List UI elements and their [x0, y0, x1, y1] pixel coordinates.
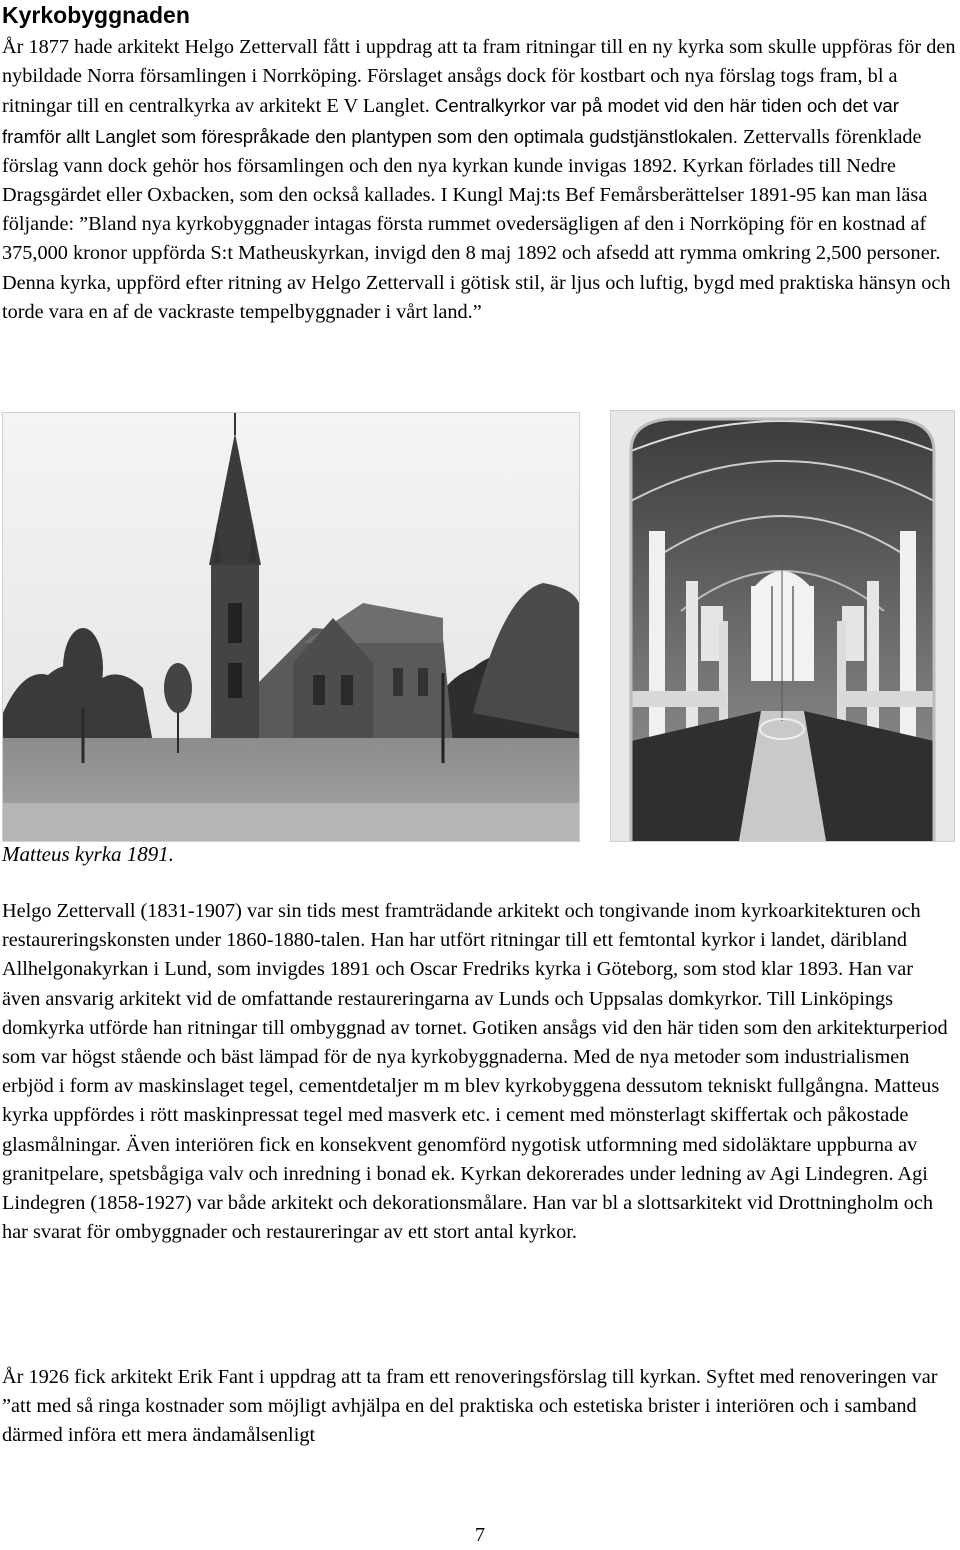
paragraph-zettervall: Helgo Zettervall (1831-1907) var sin tids mest framträdande arkitekt och tongivande inom kyrkoarkitekturen och restaureringskonsten under 1860-1880-talen. Han har utfört ritningar till ett femtontal kyrkor i landet, däribland Allhelgonakyrkan i Lund, som invigdes 1891 och Oscar Fredriks kyrka i Göteborg, som stod klar 1893. Han var även ansvarig arkitekt vid de omfattande restaureringarna av Lunds och Uppsalas domkyrkor. Till Linköpings domkyrka utförde han ritningar till ombyggnad av tornet. Gotiken ansågs vid den här tiden som den arkitekturperiod som var högst stående och bäst lämpad för de nya kyrkobyggnaderna. Med de nya metoder som industrialismen erbjöd i form av maskinslaget tegel, cementdetaljer m m blev kyrkobyggena dessutom tekniskt fullgångna. Matteus kyrka uppfördes i rött maskinpressat tegel med masverk etc. i cement med mönsterlagt skiffertak och påkostade glasmålningar. Även interiören fick en konsekvent genomförd nygotisk utformning med sidoläktare uppburna av granitpelare, spetsbågiga valv och inredning i bonad ek. Kyrkan dekorerades under ledning av Agi Lindegren. Agi Lindegren (1858-1927) var både arkitekt och dekorationsmålare. Han var bl a slottsarkitekt vid Drottningholm och har svarat för ombyggnader och restaureringar av ett stort antal kyrkor. [2, 900, 948, 1244]
section-heading: Kyrkobyggnaden [2, 2, 190, 28]
paragraph-intro-part1: År 1877 hade arkitekt Helgo Zettervall fått i uppdrag att ta fram ritningar till en ny kyrka som skulle uppföras för den nybildade Norra församlingen i Norrköping. Förslaget ansågs dock för kostbart och nya förslag togs fram, bl a ritningar till en centralkyrka av arkitekt E V Langlet. [2, 36, 956, 118]
paragraph-intro [2, 33, 956, 327]
figure-caption: Matteus kyrka 1891. [2, 842, 175, 866]
page-number: 7 [475, 1524, 485, 1546]
church-exterior-photo [2, 412, 580, 842]
paragraph-intro-part3: Zettervalls förenklade förslag vann dock gehör hos församlingen och den nya kyrkan kunde invigas 1892. Kyrkan förlades till Nedre Dragsgärdet eller Oxbacken, som den också kallades. I Kungl Maj:ts Bef Femårsberättelser 1891-95 kan man läsa följande: ”Bland nya kyrkobyggnader intagas första rummet ovedersägligen af den i Norrköping för en kostnad af 375,000 kronor uppförda S:t Matheuskyrkan, invigd den 8 maj 1892 och afsedd att rymma omkring 2,500 personer. Denna kyrka, uppförd efter ritning av Helgo Zettervall i götisk stil, är ljus och luftig, bygd med praktiska hänsyn och torde vara en af de vackraste tempelbyggnader i vårt land.” [2, 125, 951, 323]
church-interior-photo [610, 410, 955, 842]
paragraph-intro-part2: Centralkyrkor var på modet vid den här tiden och det var framför allt Langlet som förespråkade den plantypen som den optimala gudstjänstlokalen. [2, 95, 899, 147]
paragraph-renovation: År 1926 fick arkitekt Erik Fant i uppdrag att ta fram ett renoveringsförslag till kyrkan. Syftet med renoveringen var ”att med så ringa kostnader som möjligt avhjälpa en del praktiska och estetiska brister i interiören och i samband därmed införa ett mera ändamålsenligt [2, 1366, 938, 1447]
